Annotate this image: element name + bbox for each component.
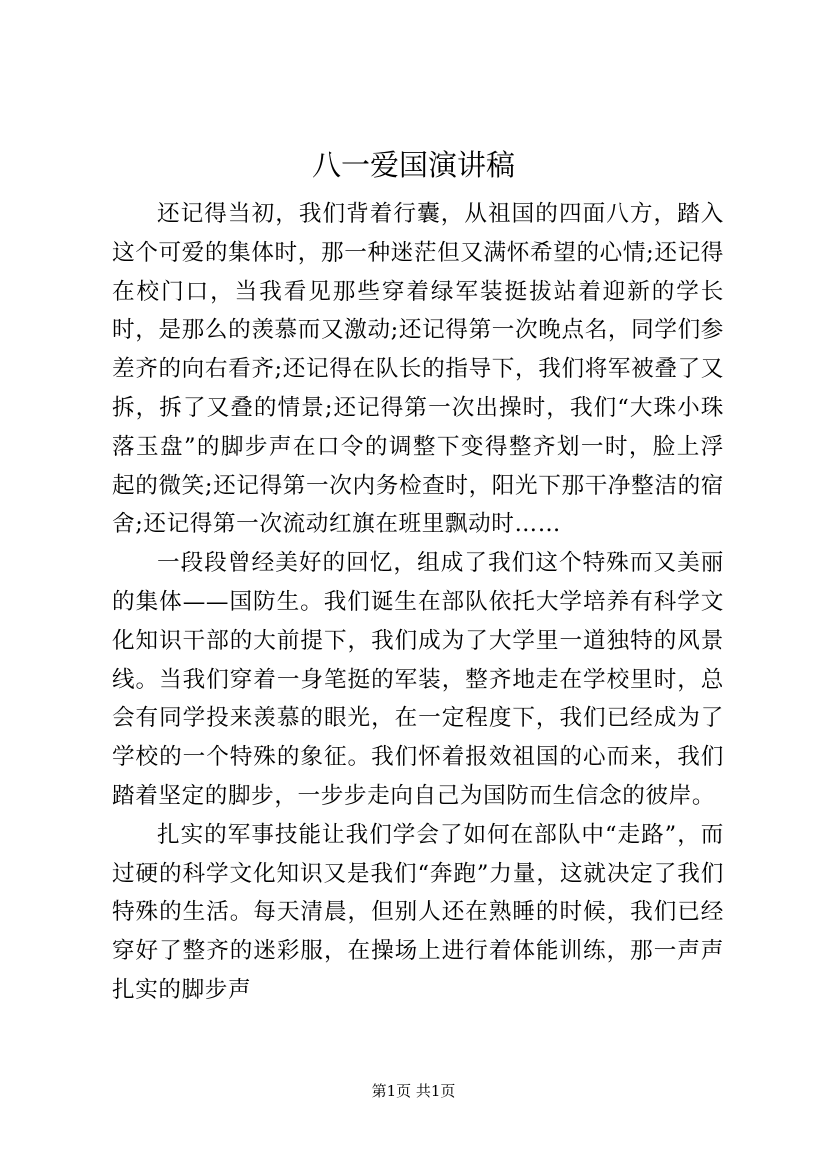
paragraph-1: 还记得当初，我们背着行囊，从祖国的四面八方，踏入这个可爱的集体时，那一种迷茫但又满怀希望的心情;还记得在校门口，当我看见那些穿着绿军装挺拔站着迎新的学长时，是那么的羡慕而又激动;还记得第一次晚点名，同学们参差齐的向右看齐;还记得在队长的指导下，我们将军被叠了又拆，拆了又叠的情景;还记得第一次出操时，我们“大珠小珠落玉盘”的脚步声在口令的调整下变得整齐划一时，脸上浮起的微笑;还记得第一次内务检查时，阳光下那干净整洁的宿舍;还记得第一次流动红旗在班里飘动时…… (112, 201, 724, 538)
document-title: 八一爱国演讲稿 (311, 148, 515, 182)
paragraph-2: 一段段曾经美好的回忆，组成了我们这个特殊而又美丽的集体——国防生。我们诞生在部队依托大学培养有科学文化知识干部的大前提下，我们成为了大学里一道独特的风景线。当我们穿着一身笔挺的军装，整齐地走在学校里时，总会有同学投来羡慕的眼光，在一定程度下，我们已经成为了学校的一个特殊的象征。我们怀着报效祖国的心而来，我们踏着坚定的脚步，一步步走向自己为国防而生信念的彼岸。 (112, 550, 724, 809)
page-footer: 第1页 共1页 (371, 1082, 456, 1100)
paragraph-3: 扎实的军事技能让我们学会了如何在部队中“走路”，而过硬的科学文化知识又是我们“奔跑”力量，这就决定了我们特殊的生活。每天清晨，但别人还在熟睡的时候，我们已经穿好了整齐的迷彩服，在操场上进行着体能训练，那一声声扎实的脚步声 (112, 821, 724, 1003)
document-body (112, 195, 724, 1010)
